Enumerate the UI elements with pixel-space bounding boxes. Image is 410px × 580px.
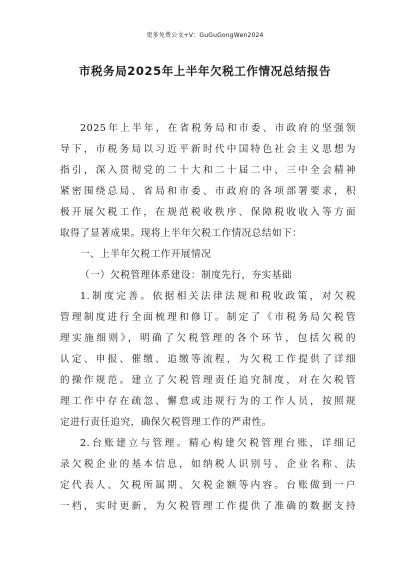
document-body	[60, 118, 356, 517]
document-title: 市税务局2025年上半年欠税工作情况总结报告	[78, 64, 332, 78]
body-line: 一档，实时更新，为欠税管理工作提供了准确的数据支持	[60, 501, 356, 512]
body-line: 极开展欠税工作，在规范税收秩序、保障税收收入等方面	[60, 207, 356, 218]
body-line: 一、上半年欠税工作开展情况	[80, 249, 212, 260]
body-line: 1.制度完善。依据相关法律法规和税收政策，对欠税	[80, 291, 356, 302]
body-line: 管理制度进行全面梳理和修订。制定了《市税务局欠税管	[60, 312, 356, 323]
body-line: 紧密围绕总局、省局和市委、市政府的各项部署要求，积	[60, 186, 356, 197]
header-note: 更多免费公文+V：GuGuGongWen2024	[146, 32, 264, 39]
body-line: 录欠税企业的基本信息，如纳税人识别号、企业名称、法	[60, 459, 356, 470]
body-line: （一）欠税管理体系建设：制度先行，夯实基础	[80, 270, 292, 281]
body-line: 取得了显著成果。现将上半年欠税工作情况总结如下：	[60, 228, 303, 239]
body-line: 2.台账建立与管理。精心构建欠税管理台账，详细记	[80, 438, 356, 449]
body-line: 定代表人、欠税所属期、欠税金额等内容。台账做到一户	[60, 480, 356, 491]
body-line: 导下，市税务局以习近平新时代中国特色社会主义思想为	[60, 144, 356, 155]
body-line: 2025年上半年，在省税务局和市委、市政府的坚强领	[80, 123, 356, 134]
body-line: 理实施细则》，明确了欠税管理的各个环节，包括欠税的	[60, 333, 356, 344]
body-line: 定进行责任追究，确保欠税管理工作的严肃性。	[60, 417, 272, 428]
body-line: 认定、申报、催缴、追缴等流程，为欠税工作提供了详细	[60, 354, 356, 365]
body-line: 理工作中存在疏忽、懈怠或违规行为的工作人员，按照规	[60, 396, 356, 407]
body-line: 的操作规范。建立了欠税管理责任追究制度，对在欠税管	[60, 375, 356, 386]
body-line: 指引，深入贯彻党的二十大和二十届二中、三中全会精神	[60, 165, 356, 176]
